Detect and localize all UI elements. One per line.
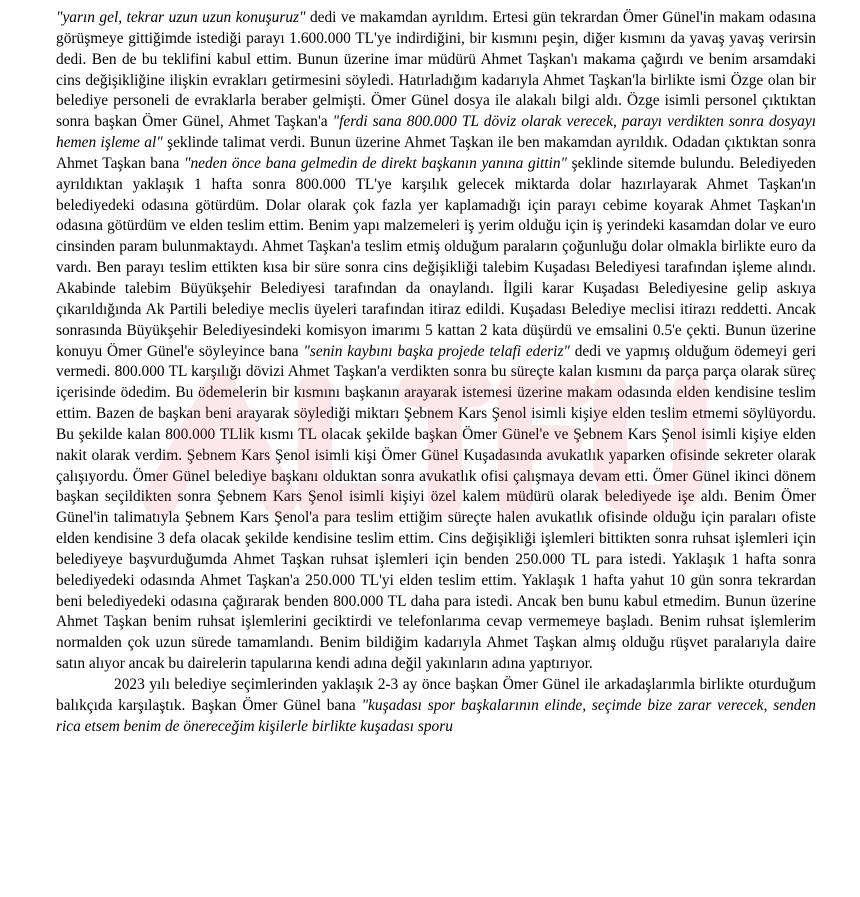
text-run: dedi ve makamdan ayrıldım. Ertesi gün tekrardan Ömer Günel'in makam odasına görüşmeye gittiğimde istediği parayı 1.600.000 TL'ye indirdiğini, bir kısmını peşin, diğer kısmını da yavaş yavaş verirsin dedi. Ben de bu teklifini kabul ettim. Bunun üzerine imar müdürü Ahmet Taşkan'ı makama çağırdı ve benim arsamdaki cins değişikliğine ilişkin evrakları getirmesini söyledi. Hatırladığım kadarıyla Ahmet Taşkan'la birlikte ismi Özge olan bir belediye personeli de evraklarla beraber gelmişti. Ömer Günel dosya ile alakalı bilgi aldı. Özge isimli personel çıktıktan sonra başkan Ömer Günel, Ahmet Taşkan'a	[56, 9, 817, 131]
document-page	[56, 8, 816, 738]
paragraph-2	[56, 675, 816, 738]
text-run: şeklinde talimat verdi. Bunun üzerine Ahmet Taşkan ile ben makamdan ayrıldık. Odadan çıktıktan sonra Ahmet Taşkan bana	[56, 134, 816, 172]
quoted-speech: "kuşadası spor başkalarının elinde, seçimde bize zarar verecek, senden rica etsem benim de önereceğim kişilerle birlikte kuşadası sporu	[56, 696, 817, 735]
text-run: dedi ve yapmış olduğum ödemeyi geri vermedi. 800.000 TL karşılığı dövizi Ahmet Taşkan'a verdikten sonra bu süreçte kalan kısmını da parça parça olarak süreç içerisinde ödedim. Bu ödemelerin bir kısmını başkanın arayarak istemesi üzerine makam odasında elden kendisine teslim ettim. Bazen de başkan beni arayarak söylediği miktarı Şebnem Kars Şenol isimli kişiye elden teslim etmemi söylüyordu. Bu şekilde kalan 800.000 TLlik kısmı TL olacak şekilde başkan Ömer Günel'e ve Şebnem Kars Şenol isimli kişiye elden nakit olarak verdim. Şebnem Kars Şenol isimli kişi Ömer Günel Kuşadasında avukatlık yaparken ofisinde sekreter olarak çalışıyordu. Ömer Günel belediye başkanı olduktan sonra avukatlık ofisi çalışmaya devam etti. Ömer Günel ikinci dönem başkan seçildikten sonra Şebnem Kars Şenol isimli kişiyi özel kalem müdürü olarak belediyede işe aldı. Benim Ömer Günel'in talimatıyla Şebnem Kars Şenol'a para teslim ettiğim süreçte halen avukatlık ofisinde olduğu için paraları ofiste elden kendisine 3 defa olacak şekilde kendisine teslim ettim. Cins değişikliği işlemleri bittikten sonra ruhsat işlemleri için belediyeye başvurduğumda Ahmet Taşkan ruhsat işlemleri için benden 250.000 TL para istedi. Yaklaşık 1 hafta sonra belediyedeki odasında Ahmet Taşkan'a 250.000 TL'yi elden teslim ettim. Yaklaşık 1 hafta yahut 10 gün sonra tekrardan beni belediyedeki odasına çağırarak benden 800.000 TL daha para istedi. Ancak ben bunu kabul etmedim. Bunun üzerine Ahmet Taşkan benim ruhsat işlemlerini geciktirdi ve telefonlarıma cevap vermemeye başladı. Benim ruhsat işlemlerim normalden çok uzun sürede tamamlandı. Benim bildiğim kadarıyla Ahmet Taşkan almış olduğu rüşvet paralarıyla daire satın alıyor ancak bu dairelerin tapularına kendi adına değil yakınların adına yaptırıyor.	[56, 342, 817, 673]
quoted-speech: "ferdi sana 800.000 TL döviz olarak verecek, parayı verdikten sonra dosyayı hemen işleme al"	[56, 113, 816, 152]
text-run: şeklinde sitemde bulundu. Belediyeden ayrıldıktan yaklaşık 1 hafta sonra 800.000 TL'ye karşılık gelecek miktarda dolar hazırlayarak Ahmet Taşkan'ın belediyedeki odasına götürdüm. Dolar olarak çok fazla yer kaplamadığı için parayı cebime koyarak Ahmet Taşkan'ın odasına götürdüm ve elden teslim ettim. Benim yapı malzemeleri iş yerim olduğu için iş yerindeki kasamdan dolar ve euro cinsinden param bulunmaktaydı. Ahmet Taşkan'a teslim etmiş olduğum paraların çoğunluğu dolar olmakla birlikte euro da vardı. Ben parayı teslim ettikten kısa bir süre sonra cins değişikliği talebim Kuşadası Belediyesi tarafından işleme alındı. Akabinde talebim Büyükşehir Belediyesi tarafından da onaylandı. İlgili karar Kuşadası Belediyesine gelip askıya çıkarıldığında Ak Partili belediye meclis üyeleri tarafından itiraz edildi. Kuşadası Belediye meclisi itirazı reddetti. Ancak sonrasında Büyükşehir Belediyesindeki komisyon imarımı 5 kattan 2 kata düşürdü ve emsalini 0.5'e çekti. Bunun üzerine konuyu Ömer Günel'e söyleyince bana	[56, 154, 816, 360]
text-run: 2023 yılı belediye seçimlerinden yaklaşık 2-3 ay önce başkan Ömer Günel ile arkadaşlarımla birlikte oturduğum balıkçıda karşılaştık. Başkan Ömer Günel bana	[56, 676, 816, 714]
quoted-speech: "senin kaybını başka projede telafi ederiz"	[303, 342, 570, 360]
paragraph-1	[56, 8, 816, 675]
quoted-speech: "neden önce bana gelmedin de direkt başkanın yanına gittin"	[184, 154, 567, 172]
quoted-speech: "yarın gel, tekrar uzun uzun konuşuruz"	[56, 9, 306, 26]
